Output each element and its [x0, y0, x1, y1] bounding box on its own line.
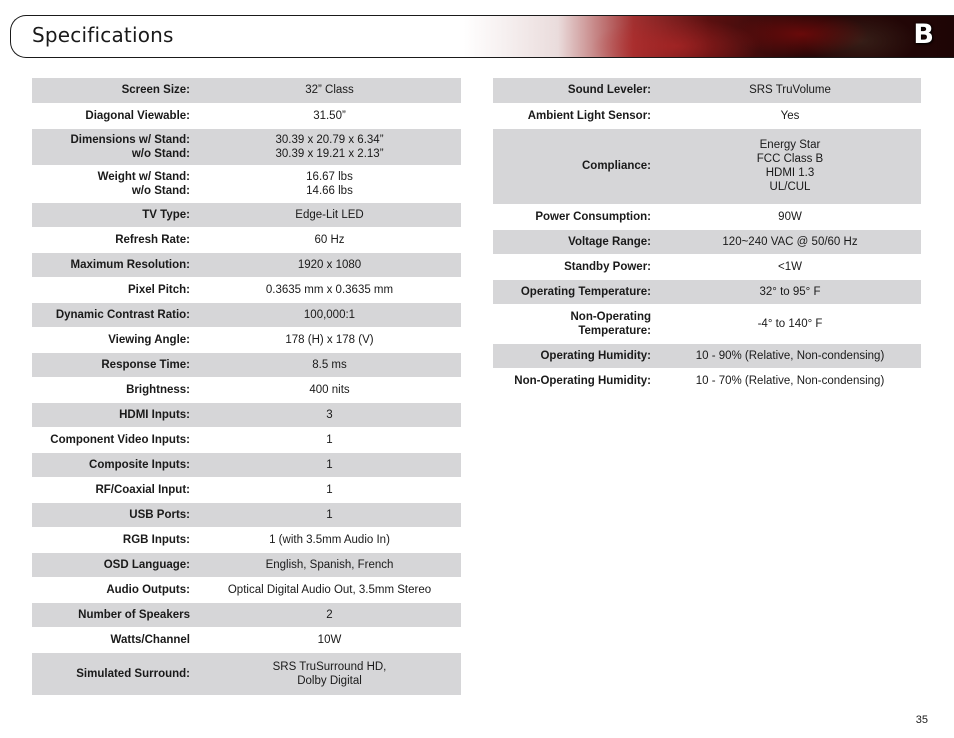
spec-value-text: 10 - 90% (Relative, Non-condensing) [695, 349, 885, 362]
spec-value [198, 103, 461, 128]
spec-label [32, 652, 198, 695]
spec-label-text: Non-Operating Humidity: [514, 374, 651, 387]
spec-value-text: 1920 x 1080 [297, 258, 362, 271]
spec-row [32, 277, 461, 302]
spec-label-text: Diagonal Viewable: [85, 109, 190, 122]
spec-value-text: 31.50” [313, 109, 346, 122]
spec-label-text: Composite Inputs: [89, 458, 190, 471]
spec-label-text: Dynamic Contrast Ratio: [55, 308, 190, 321]
spec-value [198, 502, 461, 527]
spec-value [198, 527, 461, 552]
spec-label-text: Pixel Pitch: [128, 283, 190, 296]
spec-label-text: Refresh Rate: [115, 233, 190, 246]
spec-row [32, 552, 461, 577]
spec-value [198, 552, 461, 577]
spec-label [493, 78, 659, 103]
spec-label-text: Viewing Angle: [108, 333, 190, 346]
spec-row [32, 402, 461, 427]
spec-label [493, 304, 659, 343]
spec-value-text: 2 [326, 608, 333, 621]
spec-label [32, 165, 198, 202]
spec-value-text: 0.3635 mm x 0.3635 mm [265, 283, 394, 296]
spec-row [32, 652, 461, 695]
spec-label [493, 368, 659, 393]
spec-row [32, 78, 461, 103]
spec-row [32, 103, 461, 128]
spec-value [659, 304, 921, 343]
spec-label-text: Dimensions w/ Stand: w/o Stand: [70, 133, 190, 160]
spec-label-text: Weight w/ Stand: w/o Stand: [97, 170, 190, 197]
spec-row [493, 254, 921, 279]
specifications-table-left [32, 78, 461, 696]
spec-label [32, 477, 198, 502]
spec-value [659, 128, 921, 204]
spec-row [493, 204, 921, 229]
spec-value-text: SRS TruSurround HD, Dolby Digital [272, 660, 387, 687]
spec-label [32, 128, 198, 165]
spec-value [198, 252, 461, 277]
spec-label [32, 427, 198, 452]
spec-value [198, 227, 461, 252]
spec-row [32, 327, 461, 352]
spec-value-text: 1 (with 3.5mm Audio In) [269, 533, 390, 546]
spec-value [198, 402, 461, 427]
spec-row [32, 502, 461, 527]
spec-label-text: Power Consumption: [535, 210, 651, 223]
spec-label-text: TV Type: [142, 208, 190, 221]
spec-label [32, 627, 198, 652]
spec-value [198, 78, 461, 103]
spec-value-text: -4° to 140° F [757, 317, 823, 330]
spec-label-text: Maximum Resolution: [70, 258, 190, 271]
spec-value-text: 120~240 VAC @ 50/60 Hz [722, 235, 858, 248]
spec-label [32, 277, 198, 302]
spec-label [32, 327, 198, 352]
spec-value-text: 8.5 ms [312, 358, 347, 371]
spec-row [32, 202, 461, 227]
spec-value [198, 477, 461, 502]
spec-label [32, 502, 198, 527]
spec-label-text: Operating Temperature: [520, 285, 651, 298]
spec-label [32, 377, 198, 402]
spec-value [659, 343, 921, 368]
spec-label-text: USB Ports: [129, 508, 190, 521]
spec-value-text: Optical Digital Audio Out, 3.5mm Stereo [227, 583, 432, 596]
spec-value-text: <1W [778, 260, 802, 273]
spec-row [32, 527, 461, 552]
spec-label [32, 202, 198, 227]
spec-row [32, 227, 461, 252]
spec-label-text: Ambient Light Sensor: [527, 109, 651, 122]
spec-value-text: 1 [326, 483, 333, 496]
spec-label-text: Screen Size: [121, 84, 190, 97]
spec-label [32, 527, 198, 552]
spec-value [659, 103, 921, 128]
spec-value-text: Edge-Lit LED [295, 208, 364, 221]
spec-value-text: 10W [317, 633, 342, 646]
spec-label [32, 302, 198, 327]
spec-label-text: Watts/Channel [110, 633, 190, 646]
spec-row [32, 477, 461, 502]
spec-value-text: 32° to 95° F [759, 285, 821, 298]
spec-label [32, 103, 198, 128]
spec-value-text: 10 - 70% (Relative, Non-condensing) [695, 374, 885, 387]
page-title: Specifications [32, 23, 174, 47]
spec-label [32, 252, 198, 277]
spec-label-text: Non-Operating Temperature: [570, 310, 651, 337]
spec-label-text: Response Time: [101, 358, 190, 371]
spec-row [493, 103, 921, 128]
spec-label [32, 552, 198, 577]
spec-label [32, 602, 198, 627]
spec-value [659, 229, 921, 254]
spec-row [32, 352, 461, 377]
spec-value [198, 577, 461, 602]
spec-row [493, 304, 921, 343]
spec-label [493, 279, 659, 304]
spec-row [32, 302, 461, 327]
spec-label-text: Number of Speakers [78, 608, 190, 621]
specifications-table-right [493, 78, 921, 394]
spec-value [198, 377, 461, 402]
spec-label [32, 402, 198, 427]
spec-value-text: Yes [780, 109, 800, 122]
spec-value [198, 128, 461, 165]
spec-value-text: 60 Hz [314, 233, 345, 246]
spec-label-text: Operating Humidity: [540, 349, 651, 362]
spec-value [659, 368, 921, 393]
spec-value [198, 352, 461, 377]
spec-value-text: 16.67 lbs 14.66 lbs [306, 170, 353, 197]
spec-row [493, 128, 921, 204]
spec-value [198, 602, 461, 627]
spec-label-text: Sound Leveler: [567, 84, 651, 97]
spec-label-text: Simulated Surround: [76, 667, 190, 680]
spec-row [32, 602, 461, 627]
spec-value-text: 1 [326, 508, 333, 521]
spec-value-text: 90W [778, 210, 802, 223]
spec-label [493, 343, 659, 368]
spec-value-text: 32” Class [305, 84, 354, 97]
spec-value [198, 652, 461, 695]
spec-value-text: English, Spanish, French [265, 558, 394, 571]
spec-label [493, 229, 659, 254]
spec-label-text: RF/Coaxial Input: [95, 483, 190, 496]
spec-value-text: 178 (H) x 178 (V) [285, 333, 374, 346]
spec-label [32, 227, 198, 252]
spec-row [32, 377, 461, 402]
spec-label-text: Audio Outputs: [106, 583, 190, 596]
spec-value [198, 327, 461, 352]
spec-label [493, 204, 659, 229]
spec-value-text: 1 [326, 458, 333, 471]
spec-value-text: SRS TruVolume [749, 84, 831, 97]
spec-label-text: HDMI Inputs: [119, 408, 190, 421]
spec-value [198, 165, 461, 202]
spec-value-text: 3 [326, 408, 333, 421]
spec-label-text: OSD Language: [103, 558, 190, 571]
spec-label [32, 78, 198, 103]
spec-value [198, 277, 461, 302]
spec-label [32, 577, 198, 602]
spec-label-text: RGB Inputs: [122, 533, 190, 546]
spec-label-text: Voltage Range: [568, 235, 651, 248]
spec-value [198, 302, 461, 327]
spec-value [659, 279, 921, 304]
spec-row [32, 165, 461, 202]
spec-row [493, 78, 921, 103]
spec-value-text: 400 nits [309, 383, 350, 396]
spec-label [32, 452, 198, 477]
spec-row [32, 427, 461, 452]
spec-row [32, 128, 461, 165]
spec-label [32, 352, 198, 377]
spec-label [493, 254, 659, 279]
spec-value-text: 30.39 x 20.79 x 6.34” 30.39 x 19.21 x 2.13” [275, 133, 384, 160]
spec-value [198, 627, 461, 652]
spec-value-text: 1 [326, 433, 333, 446]
spec-row [493, 279, 921, 304]
spec-value [659, 254, 921, 279]
spec-value [198, 202, 461, 227]
spec-row [493, 343, 921, 368]
spec-label-text: Standby Power: [564, 260, 651, 273]
spec-row [493, 368, 921, 393]
spec-label [493, 128, 659, 204]
spec-row [493, 229, 921, 254]
appendix-badge: B [913, 19, 934, 50]
spec-label-text: Brightness: [126, 383, 190, 396]
spec-row [32, 252, 461, 277]
spec-label-text: Compliance: [581, 160, 651, 172]
spec-value-text: 100,000:1 [303, 308, 356, 321]
spec-value [198, 427, 461, 452]
spec-label [493, 103, 659, 128]
spec-value [659, 204, 921, 229]
spec-row [32, 627, 461, 652]
spec-value [198, 452, 461, 477]
spec-label-text: Component Video Inputs: [50, 433, 190, 446]
spec-row [32, 452, 461, 477]
spec-value-text: Energy Star FCC Class B HDMI 1.3 UL/CUL [756, 139, 824, 193]
page-number: 35 [915, 714, 928, 726]
spec-value [659, 78, 921, 103]
spec-row [32, 577, 461, 602]
page-header-banner [10, 15, 954, 58]
